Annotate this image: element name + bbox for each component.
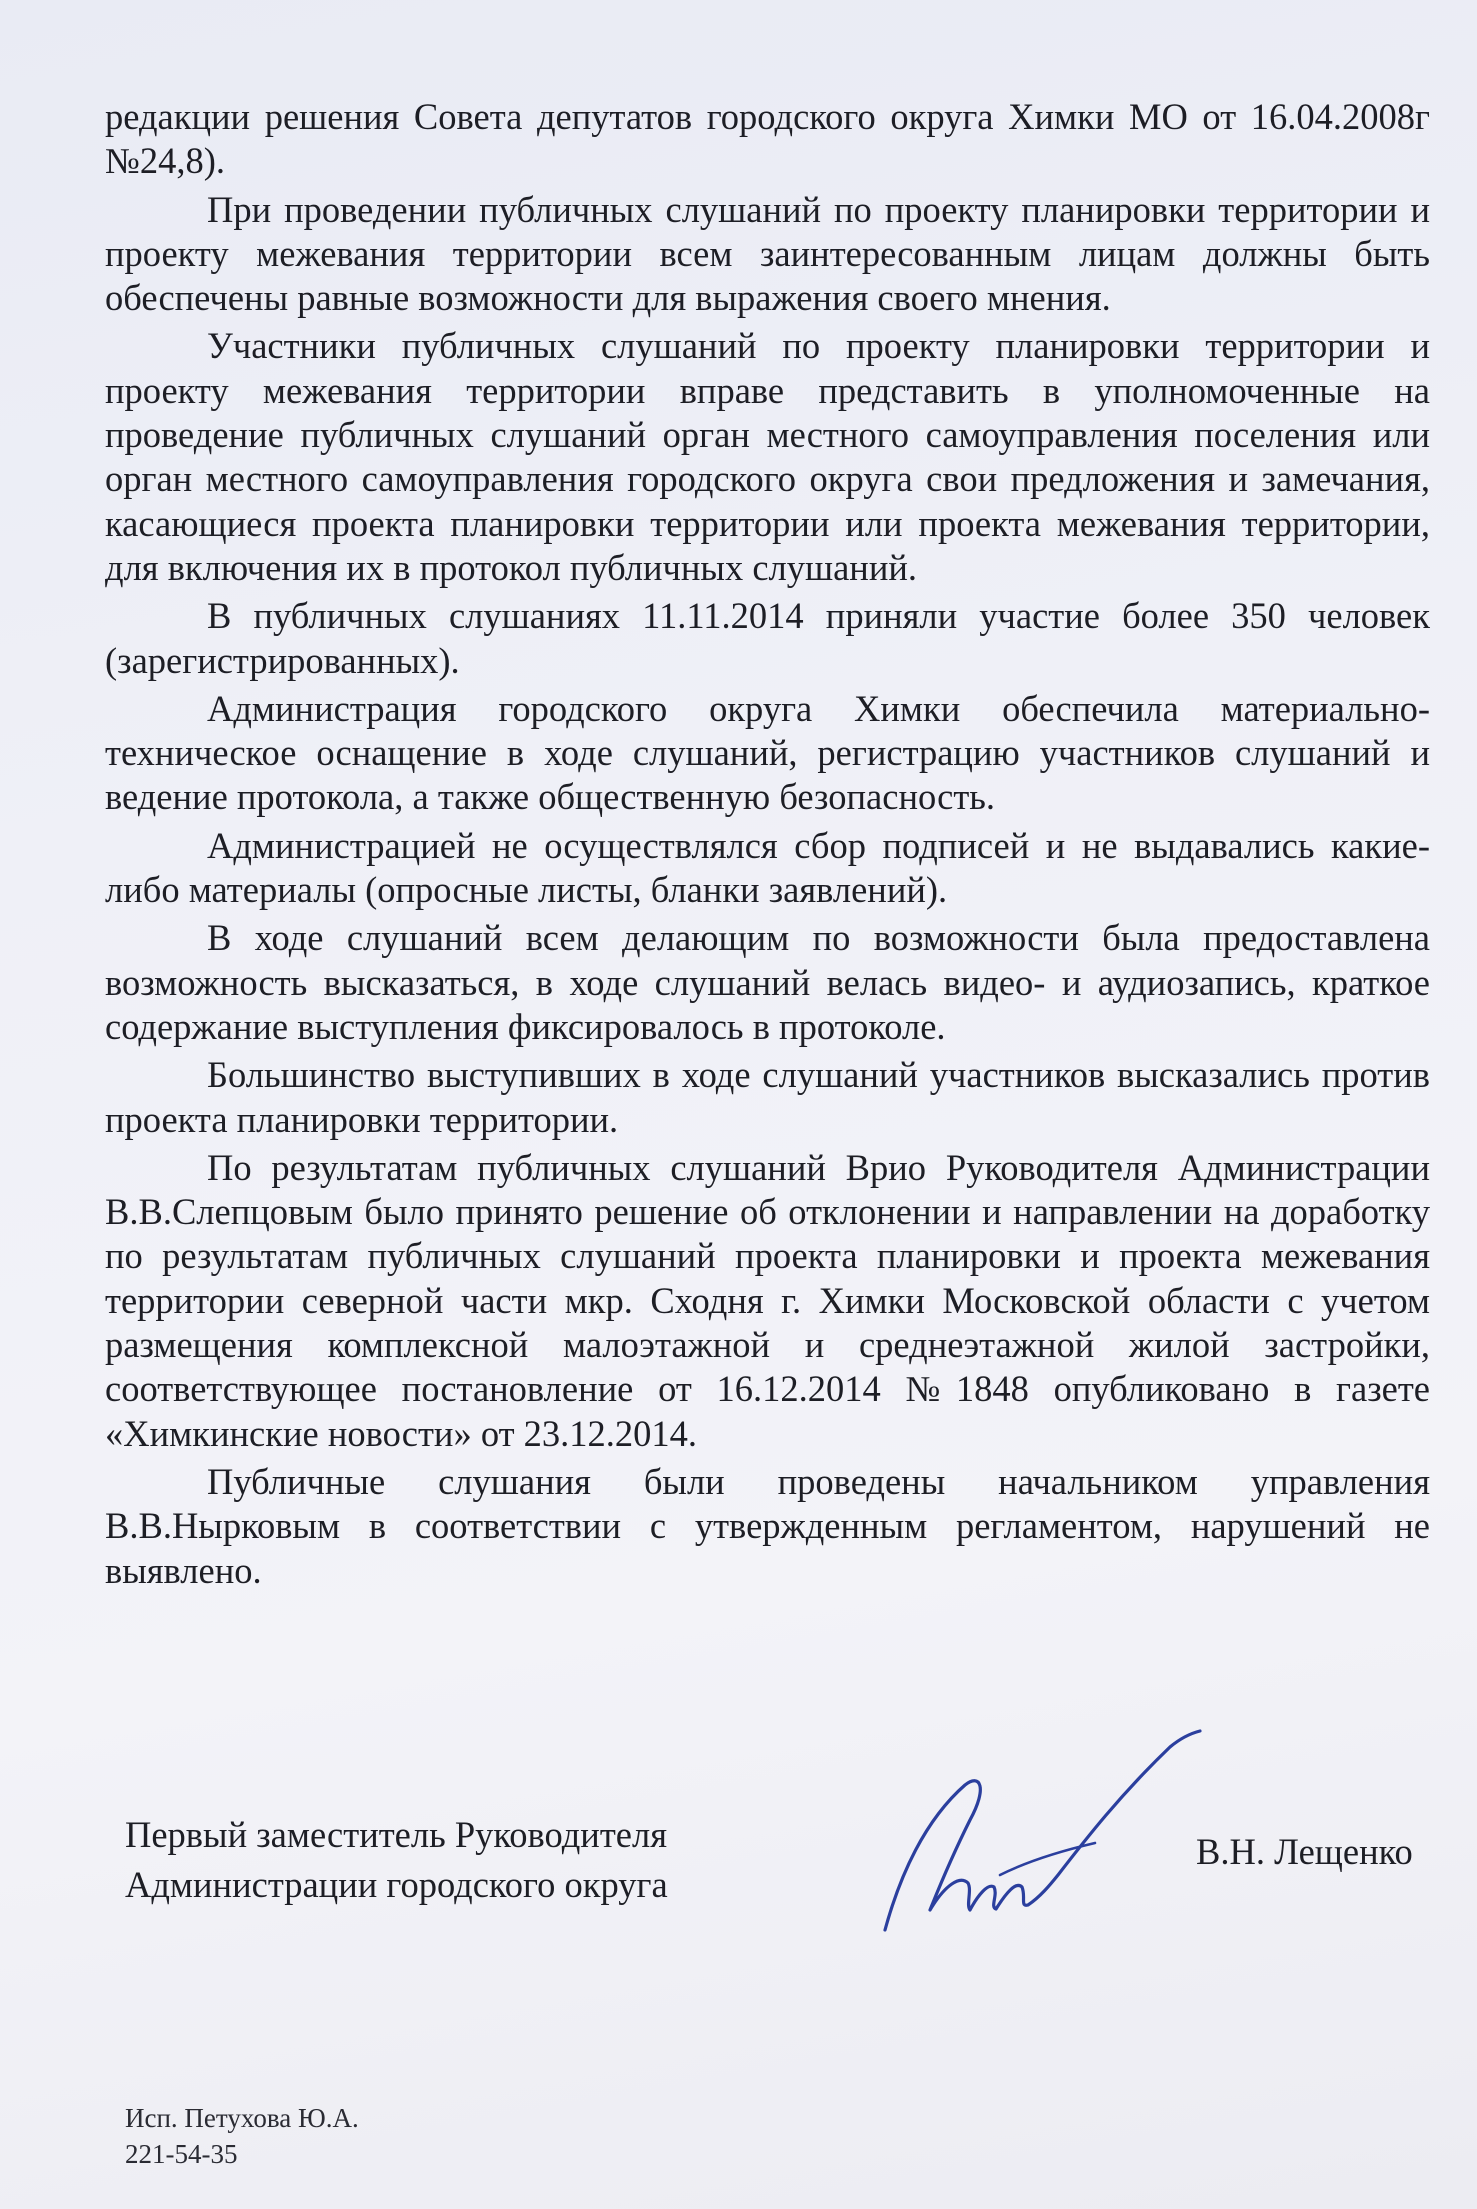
position-line: Первый заместитель Руководителя xyxy=(125,1814,667,1855)
paragraph: Участники публичных слушаний по проекту планировки территории и проекту межевания территории вправе представить в уполномоченные на проведение публичных слушаний орган местного самоуправления поселения или орган местного самоуправления городского округа свои предложения и замечания, касающиеся проекта планировки территории или проекта межевания территории, для включения их в протокол публичных слушаний. xyxy=(105,325,1430,588)
paragraph: редакции решения Совета депутатов городского округа Химки МО от 16.04.2008г №24,8). xyxy=(105,96,1430,182)
paragraph: Администрация городского округа Химки обеспечила материально-техническое оснащение в ходе слушаний, регистрацию участников слушаний и ведение протокола, а также общественную безопасность. xyxy=(105,687,1430,818)
handwritten-signature xyxy=(870,1725,1220,1945)
signatory-name: В.Н. Лещенко xyxy=(1196,1831,1413,1872)
position-line: Администрации городского округа xyxy=(125,1864,668,1905)
paragraph: При проведении публичных слушаний по проекту планировки территории и проекту межевания территории всем заинтересованным лицам должны быть обеспечены равные возможности для выражения своего мнения. xyxy=(105,188,1430,319)
signatory-position xyxy=(125,1810,668,1910)
document-body xyxy=(105,95,1430,1597)
paragraph: По результатам публичных слушаний Врио Руководителя Администрации В.В.Слепцовым было принято решение об отклонении и направлении на доработку по результатам публичных слушаний проекта планировки и проекта межевания территории северной части мкр. Сходня г. Химки Московской области с учетом размещения комплексной малоэтажной и среднеэтажной жилой застройки, соответствующее постановление от 16.12.2014 №1848 опубликовано в газете «Химкинские новости» от 23.12.2014. xyxy=(105,1146,1430,1454)
signature-stroke xyxy=(1000,1843,1095,1875)
executor-phone: 221-54-35 xyxy=(125,2139,238,2169)
paragraph: Публичные слушания были проведены начальником управления В.В.Нырковым в соответствии с утвержденным регламентом, нарушений не выявлено. xyxy=(105,1460,1430,1591)
paragraph: Администрацией не осуществлялся сбор подписей и не выдавались какие-либо материалы (опросные листы, бланки заявлений). xyxy=(105,824,1430,911)
signature-stroke xyxy=(885,1731,1200,1930)
executor-info xyxy=(125,2100,359,2172)
paragraph: Большинство выступивших в ходе слушаний участников высказались против проекта планировки территории. xyxy=(105,1054,1430,1140)
paragraph: В ходе слушаний всем делающим по возможности была предоставлена возможность высказаться, в ходе слушаний велась видео- и аудиозапись, краткое содержание выступления фиксировалось в протоколе. xyxy=(105,917,1430,1047)
executor-name: Исп. Петухова Ю.А. xyxy=(125,2103,359,2133)
paragraph: В публичных слушаниях 11.11.2014 приняли участие более 350 человек (зарегистрированных). xyxy=(105,595,1430,681)
